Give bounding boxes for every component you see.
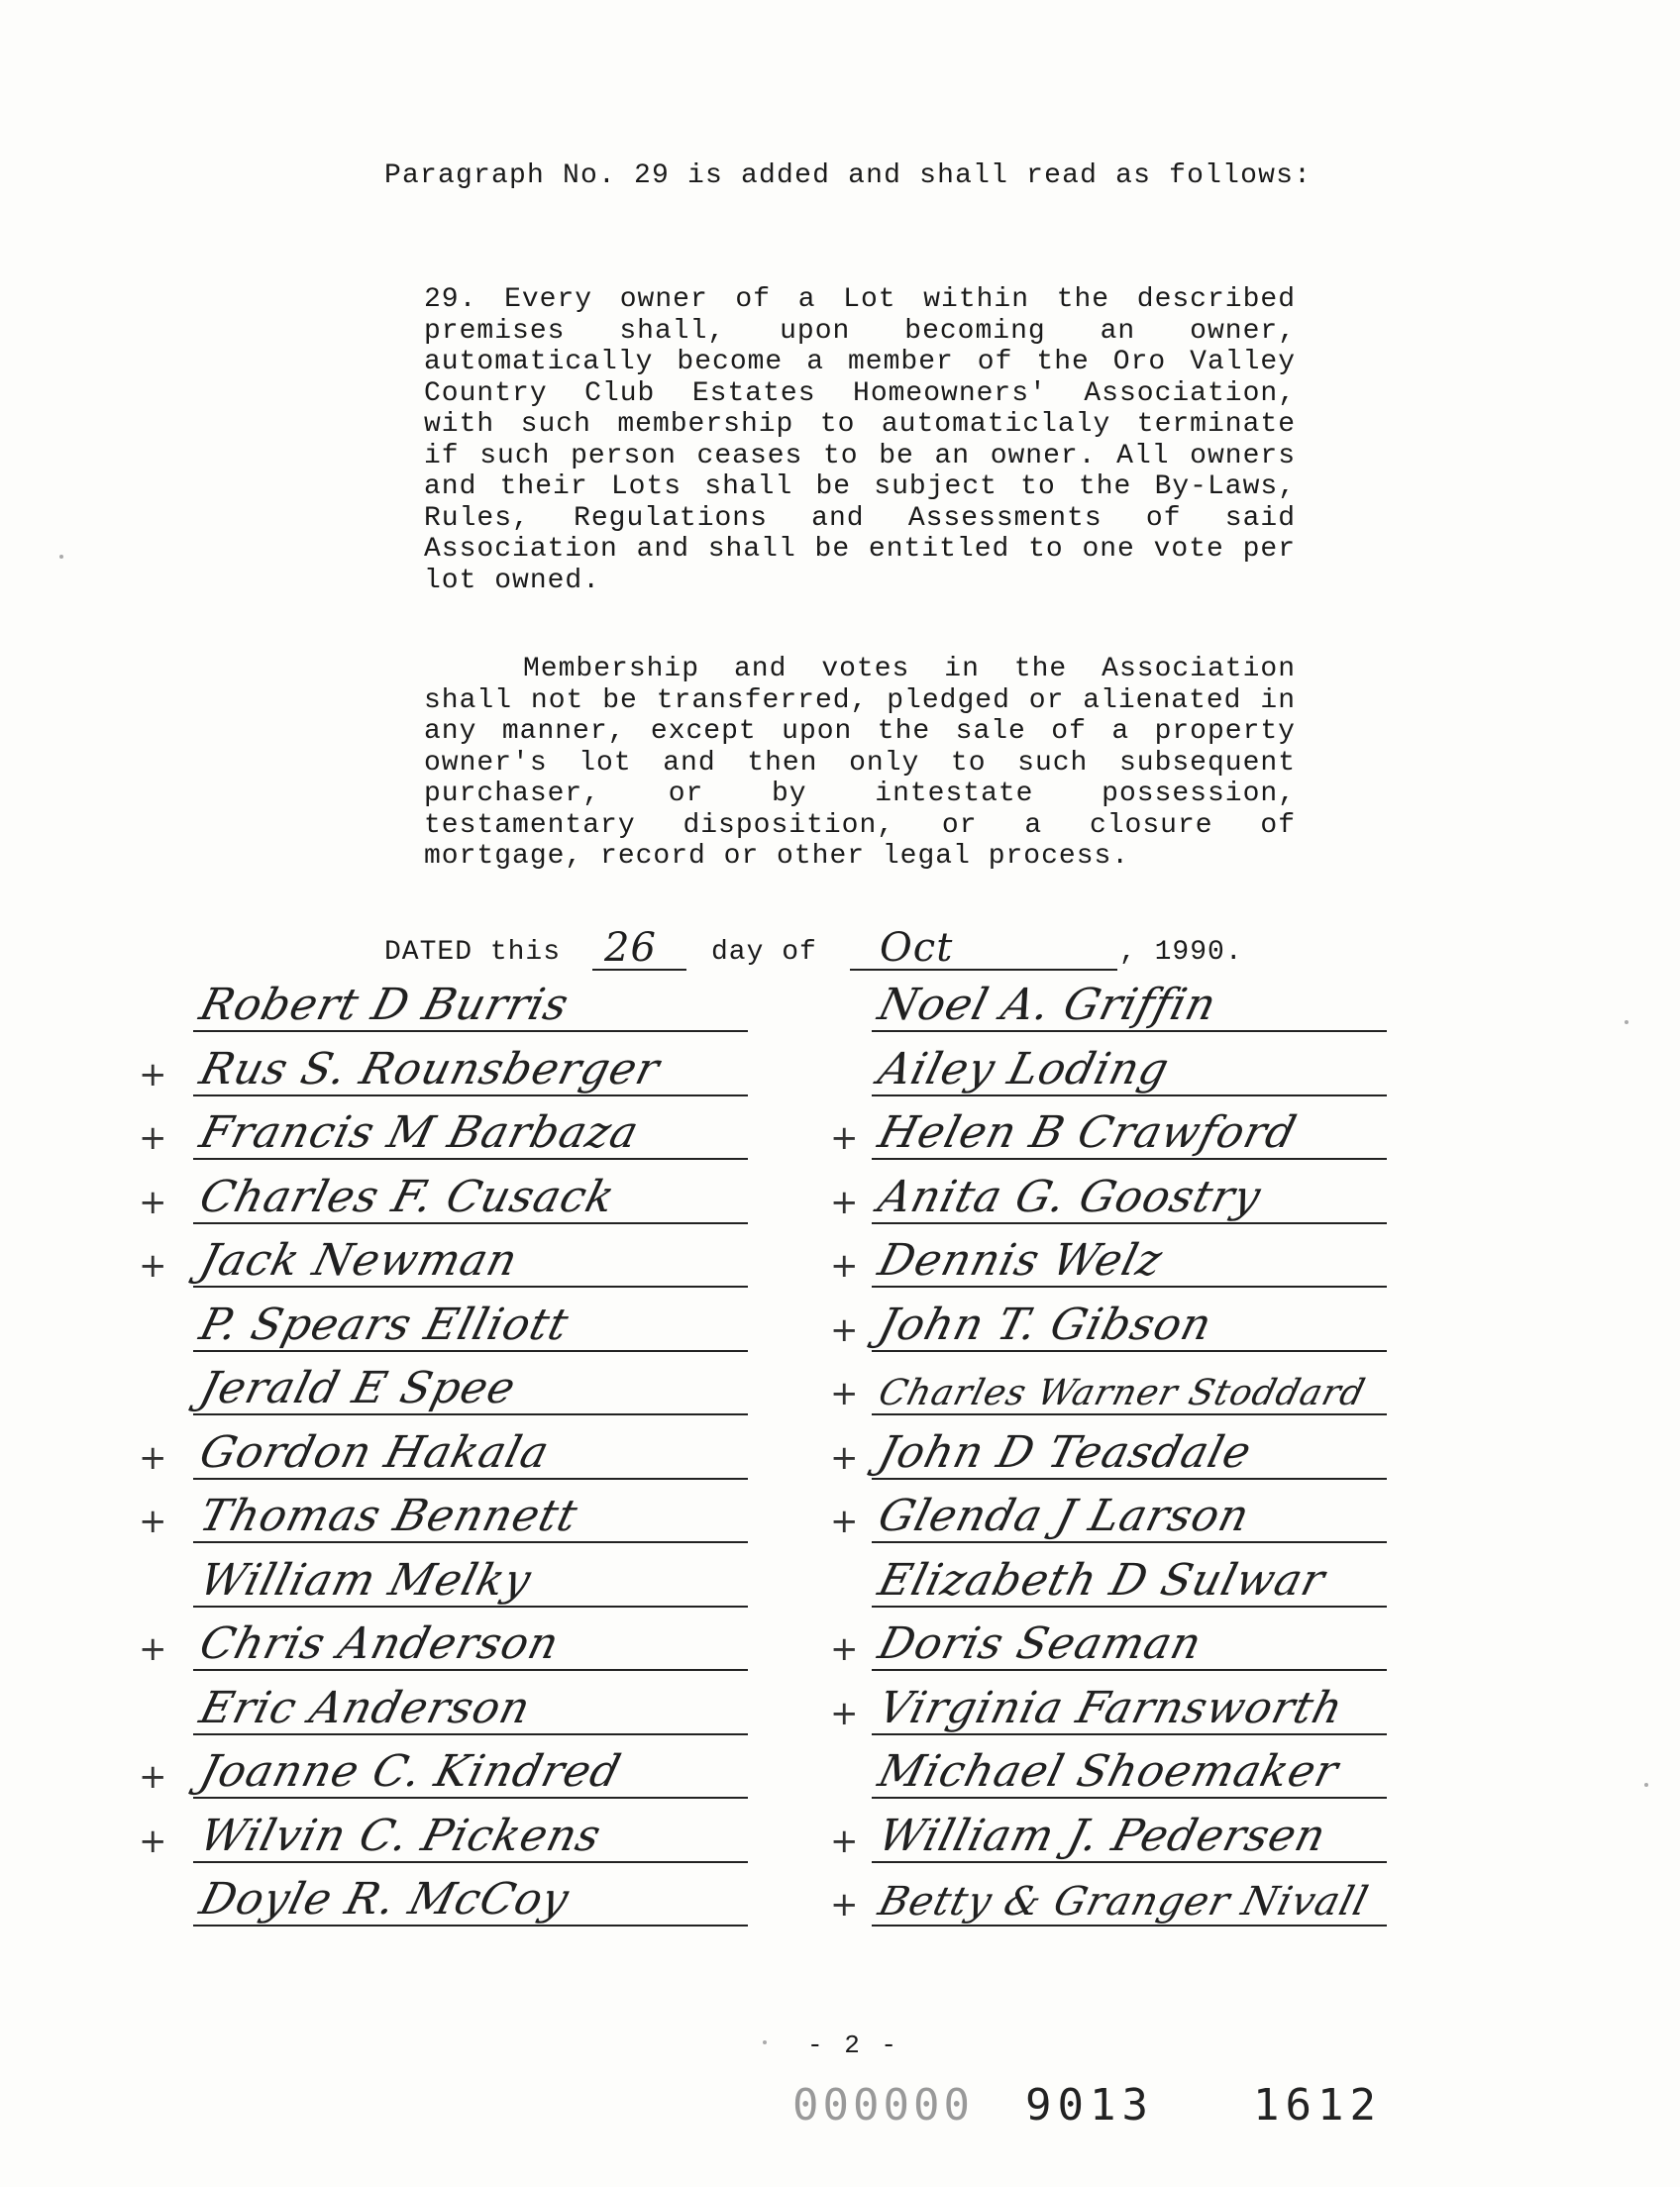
signature: Helen B Crawford [873,1107,1303,1158]
signature: Chris Anderson [194,1618,565,1669]
signature: John T. Gibson [873,1299,1217,1350]
signature-line [872,1413,1387,1415]
signature: Michael Shoemaker [873,1746,1344,1797]
signature-row [193,1810,748,1863]
signature: Joanne C. Kindred [194,1746,627,1797]
signature: Wilvin C. Pickens [194,1810,607,1861]
recording-book: 9013 [1025,2080,1154,2131]
check-mark-icon: + [830,1182,859,1222]
signature: William Melky [194,1554,537,1606]
signature: Dennis Welz [873,1235,1168,1286]
signature-line [193,1286,748,1288]
scan-speck [59,555,63,559]
signature: Charles F. Cusack [194,1171,621,1222]
signature-row [193,1874,748,1927]
signature-line [193,1030,748,1032]
check-mark-icon: + [139,1246,167,1286]
check-mark-icon: + [830,1437,859,1478]
signature-row [193,1426,748,1480]
signature: Francis M Barbaza [194,1107,645,1158]
check-mark-icon: + [139,1502,167,1541]
signature-row [872,1235,1387,1288]
signature: Eric Anderson [194,1682,536,1733]
paragraph-membership: Membership and votes in the Association shall not be transferred, pledged or alienated in any manner, except upon the sale of a property owner's lot and then only to such subsequent purchaser, or by intestate possession, testamentary disposition, or a closure of mortgage, record or other legal process. [424,654,1296,872]
scan-speck [763,2040,767,2044]
check-mark-icon: + [139,1118,167,1158]
signature: Jerald E Spee [194,1363,522,1413]
signature: Anita G. Goostry [873,1171,1267,1222]
recording-page: 1612 [1253,2080,1382,2131]
check-mark-icon: + [139,1757,167,1797]
signature-line [872,1286,1387,1288]
signature-line [193,1413,748,1415]
signature-line [872,1158,1387,1160]
signature: William J. Pedersen [873,1810,1332,1861]
signature: Elizabeth D Sulwar [873,1554,1330,1606]
signature-row [872,1171,1387,1224]
check-mark-icon: + [830,1885,859,1925]
signature-line [193,1925,748,1927]
check-mark-icon: + [139,1437,167,1478]
signature-row [872,1491,1387,1543]
signature: Ailey Loding [873,1043,1175,1094]
check-mark-icon: + [830,1821,859,1861]
signature-row [872,1554,1387,1608]
check-mark-icon: + [830,1309,859,1350]
signature-line [193,1158,748,1160]
signature-line [872,1669,1387,1671]
signature-row [193,1682,748,1735]
signature-row [193,1363,748,1415]
signature: Virginia Farnsworth [873,1682,1349,1733]
dated-year: , 1990. [1119,937,1243,968]
scan-speck [1644,1783,1648,1787]
signature-line [193,1669,748,1671]
signature-line [872,1797,1387,1799]
page-number: - 2 - [807,2031,900,2060]
dated-line [384,925,1296,981]
signature-row [193,1107,748,1160]
signature: John D Teasdale [873,1426,1257,1478]
check-mark-icon: + [830,1246,859,1286]
signature: Jack Newman [194,1235,524,1286]
dated-month: Oct [880,925,954,971]
recording-prefix: 000000 [792,2080,974,2131]
signature-row [872,980,1387,1032]
check-mark-icon: + [139,1182,167,1222]
signature-row [193,1491,748,1543]
signature-line [872,1030,1387,1032]
signature-row [872,1618,1387,1671]
signature-row [872,1043,1387,1096]
signature-row [872,1810,1387,1863]
signature-row [872,1746,1387,1799]
intro-line: Paragraph No. 29 is added and shall read as follows: [384,160,1312,191]
signature: Gordon Hakala [194,1426,555,1478]
signature-row [872,1879,1387,1927]
signature-row [872,1682,1387,1735]
signature: P. Spears Elliott [194,1299,575,1350]
signature-row [872,1107,1387,1160]
dated-day: 26 [604,925,657,971]
signature-row [193,1299,748,1352]
paragraph-29: 29. Every owner of a Lot within the described premises shall, upon becoming an owner, automatically become a member of the Oro Valley Country Club Estates Homeowners' Association, with such membership to automaticlaly terminate if such person ceases to be an owner. All owners and their Lots shall be subject to the By-Laws, Rules, Regulations and Assessments of said Association and shall be entitled to one vote per lot owned. [424,284,1296,596]
signature: Betty & Granger Nivall [874,1879,1374,1925]
signature-row [193,1235,748,1288]
signature-row [193,980,748,1032]
check-mark-icon: + [139,1821,167,1861]
signature: Robert D Burris [194,980,575,1030]
check-mark-icon: + [830,1629,859,1669]
signature-line [872,1925,1387,1927]
signature-row [193,1043,748,1096]
signature: Rus S. Rounsberger [194,1043,666,1094]
check-mark-icon: + [830,1118,859,1158]
signature: Doyle R. McCoy [194,1874,575,1925]
check-mark-icon: + [139,1054,167,1094]
signature-row [193,1171,748,1224]
check-mark-icon: + [830,1693,859,1733]
signature-row [193,1618,748,1671]
scan-speck [1625,1020,1628,1024]
signature-line [193,1541,748,1543]
check-mark-icon: + [830,1502,859,1541]
signature-row [193,1554,748,1608]
dated-prefix: DATED this [384,937,562,968]
signature-row [872,1426,1387,1480]
dated-middle: day of [711,937,817,968]
check-mark-icon: + [830,1374,859,1413]
signature-row [872,1299,1387,1352]
signature: Doris Seaman [873,1618,1208,1669]
signature: Glenda J Larson [873,1491,1255,1541]
check-mark-icon: + [139,1629,167,1669]
signature-row [872,1373,1387,1415]
signature-line [872,1541,1387,1543]
signature: Noel A. Griffin [873,980,1222,1030]
signature-row [193,1746,748,1799]
signature: Charles Warner Stoddard [874,1373,1370,1413]
signature-line [193,1797,748,1799]
signature: Thomas Bennett [194,1491,583,1541]
